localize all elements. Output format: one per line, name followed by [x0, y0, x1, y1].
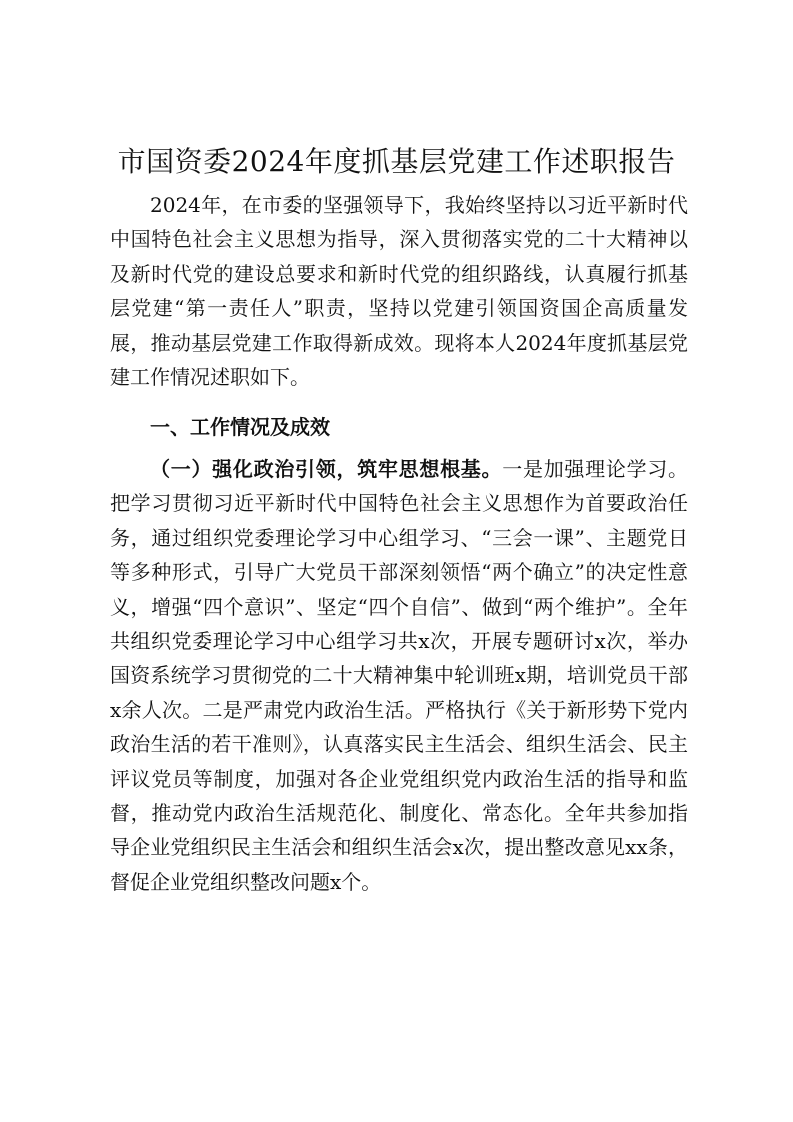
subsection-lead: （一）强化政治引领，筑牢思想根基。: [150, 457, 503, 481]
intro-paragraph: 2024年，在市委的坚强领导下，我始终坚持以习近平新时代中国特色社会主义思想为指导，深入贯彻落实党的二十大精神以及新时代党的建设总要求和新时代党的组织路线，认真履行抓基层党建“第一责任人”职责，坚持以党建引领国资国企高质量发展，推动基层党建工作取得新成效。现将本人2024年度抓基层党建工作情况述职如下。: [110, 193, 688, 390]
section-heading: 一、工作情况及成效: [150, 415, 330, 439]
document-title: 市国资委2024年度抓基层党建工作述职报告: [117, 145, 676, 178]
subsection-body: 一是加强理论学习。把学习贯彻习近平新时代中国特色社会主义思想作为首要政治任务，通过组织党委理论学习中心组学习、“三会一课”、主题党日等多种形式，引导广大党员干部深刻领悟“两个确立”的决定性意义，增强“四个意识”、坚定“四个自信”、做到“两个维护”。全年共组织党委理论学习中心组学习共x次，开展专题研讨x次，举办国资系统学习贯彻党的二十大精神集中轮训班x期，培训党员干部x余人次。二是严肃党内政治生活。严格执行《关于新形势下党内政治生活的若干准则》，认真落实民主生活会、组织生活会、民主评议党员等制度，加强对各企业党组织党内政治生活的指导和监督，推动党内政治生活规范化、制度化、常态化。全年共参加指导企业党组织民主生活会和组织生活会x次，提出整改意见xx条，督促企业党组织整改问题x个。: [110, 457, 689, 894]
subsection-paragraph: [110, 452, 688, 899]
